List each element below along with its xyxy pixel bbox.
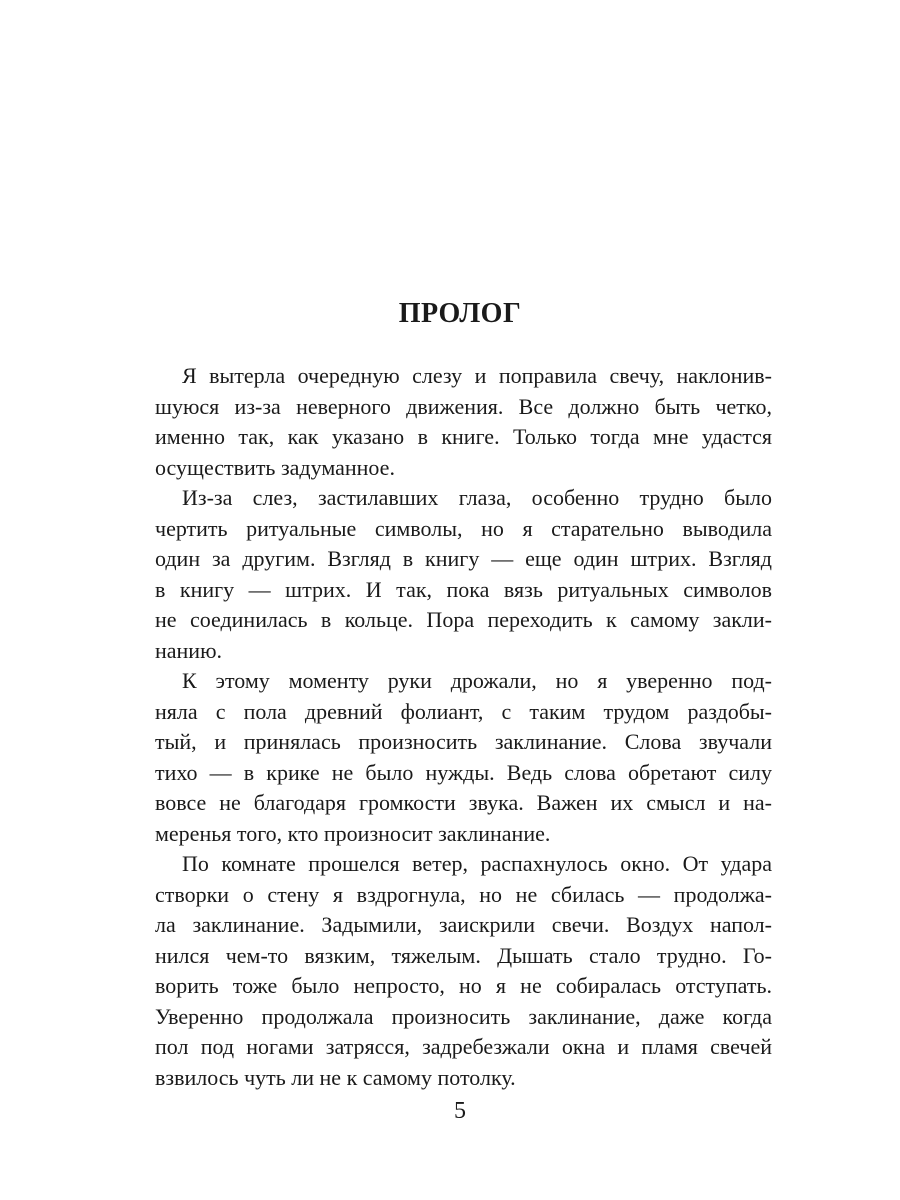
text-line: Я вытерла очередную слезу и поправила свечу, наклонив-: [182, 363, 772, 388]
paragraph: [155, 666, 772, 849]
text-line: ворить тоже было непросто, но я не собиралась отступать.: [155, 973, 772, 998]
text-line: именно так, как указано в книге. Только тогда мне удастся: [155, 424, 772, 449]
text-line: Уверенно продолжала произносить заклинание, даже когда: [155, 1003, 772, 1029]
paragraph: [155, 849, 772, 1093]
text-line: нился чем-то вязким, тяжелым. Дышать стало трудно. Го-: [155, 942, 772, 968]
text-line: меренья того, кто произносит заклинание.: [155, 820, 551, 846]
text-line: тихо — в крике не было нужды. Ведь слова обретают силу: [155, 759, 772, 785]
text-line: в книгу — штрих. И так, пока вязь ритуальных символов: [155, 576, 772, 602]
text-line: не соединилась в кольце. Пора переходить к самому закли-: [155, 607, 772, 632]
text-line: К этому моменту руки дрожали, но я уверенно под-: [182, 668, 772, 693]
body-text: [155, 361, 772, 1093]
text-line: тый, и принялась произносить заклинание. Слова звучали: [155, 729, 772, 754]
text-line: шуюся из-за неверного движения. Все должно быть четко,: [155, 393, 772, 419]
text-line: ла заклинание. Задымили, заискрили свечи. Воздух напол-: [155, 912, 772, 937]
text-line: По комнате прошелся ветер, распахнулось окно. От удара: [182, 851, 772, 876]
text-line: пол под ногами затрясся, задребезжали окна и пламя свечей: [155, 1034, 772, 1059]
text-line: чертить ритуальные символы, но я старательно выводила: [155, 515, 772, 541]
text-line: няла с пола древний фолиант, с таким трудом раздобы-: [155, 698, 772, 724]
paragraph: [155, 361, 772, 483]
text-line: один за другим. Взгляд в книгу — еще один штрих. Взгляд: [155, 546, 772, 571]
text-line: взвилось чуть ли не к самому потолку.: [155, 1064, 516, 1090]
text-line: осуществить задуманное.: [155, 454, 395, 480]
text-line: нанию.: [155, 637, 223, 663]
paragraph: [155, 483, 772, 666]
text-line: вовсе не благодаря громкости звука. Важен их смысл и на-: [155, 790, 772, 815]
page-number: 5: [454, 1098, 466, 1124]
text-line: Из-за слез, застилавших глаза, особенно трудно было: [182, 485, 772, 510]
text-line: створки о стену я вздрогнула, но не сбилась — продолжа-: [155, 881, 772, 907]
chapter-title: ПРОЛОГ: [398, 298, 522, 329]
